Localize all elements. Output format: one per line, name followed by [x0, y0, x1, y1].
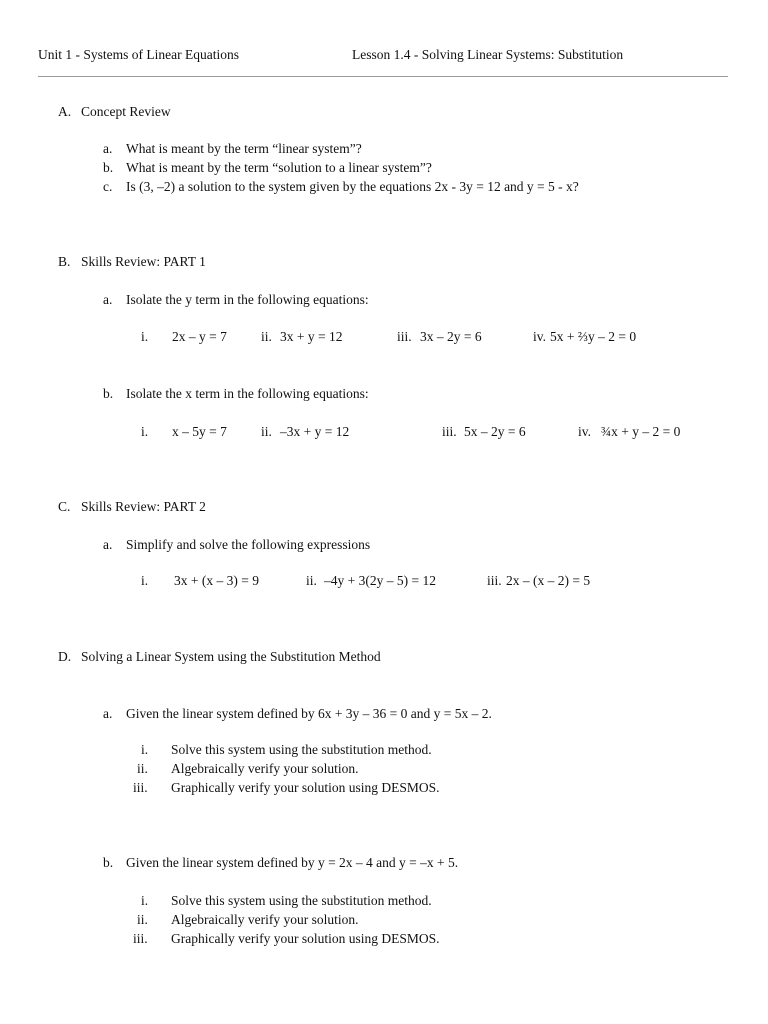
- list-marker: b.: [103, 855, 114, 870]
- step-marker: ii.: [137, 912, 148, 927]
- equation-marker: iii.: [397, 329, 412, 344]
- header-lesson-title: Lesson 1.4 - Solving Linear Systems: Substitution: [352, 47, 624, 62]
- question-text: Isolate the x term in the following equations:: [126, 386, 369, 401]
- step-text: Algebraically verify your solution.: [171, 912, 359, 927]
- list-marker: b.: [103, 386, 114, 401]
- equation: –3x + y = 12: [280, 424, 350, 439]
- equation-marker: iii.: [442, 424, 457, 439]
- list-marker: b.: [103, 160, 114, 175]
- equation: 2x – (x – 2) = 5: [506, 573, 591, 588]
- section-b-title: Skills Review: PART 1: [81, 254, 206, 269]
- step-marker: i.: [141, 893, 149, 908]
- step-marker: i.: [141, 742, 149, 757]
- step-text: Solve this system using the substitution method.: [171, 893, 432, 908]
- list-marker: a.: [103, 706, 113, 721]
- section-c-title: Skills Review: PART 2: [81, 499, 206, 514]
- step-text: Algebraically verify your solution.: [171, 761, 359, 776]
- equation-marker: i.: [141, 424, 149, 439]
- step-text: Graphically verify your solution using DESMOS.: [171, 931, 440, 946]
- section-d-marker: D.: [58, 649, 72, 664]
- list-item: What is meant by the term “linear system”?: [126, 141, 362, 156]
- section-a-marker: A.: [58, 104, 72, 119]
- section-c-marker: C.: [58, 499, 71, 514]
- question-text: Simplify and solve the following expressions: [126, 537, 371, 552]
- section-d-title: Solving a Linear System using the Substitution Method: [81, 649, 381, 664]
- question-text: Given the linear system defined by 6x + 3y – 36 = 0 and y = 5x – 2.: [126, 706, 492, 721]
- step-marker: ii.: [137, 761, 148, 776]
- step-marker: iii.: [133, 931, 148, 946]
- list-marker: a.: [103, 141, 113, 156]
- section-b-marker: B.: [58, 254, 71, 269]
- equation-marker: ii.: [261, 424, 272, 439]
- equation-marker: i.: [141, 329, 149, 344]
- equation-marker: iv.: [578, 424, 591, 439]
- question-text: Isolate the y term in the following equations:: [126, 292, 369, 307]
- list-item: What is meant by the term “solution to a linear system”?: [126, 160, 432, 175]
- list-marker: a.: [103, 292, 113, 307]
- step-text: Graphically verify your solution using DESMOS.: [171, 780, 440, 795]
- equation: x – 5y = 7: [172, 424, 227, 439]
- list-marker: c.: [103, 179, 113, 194]
- equation: 3x + (x – 3) = 9: [174, 573, 259, 588]
- equation: –4y + 3(2y – 5) = 12: [324, 573, 436, 588]
- header-unit-title: Unit 1 - Systems of Linear Equations: [38, 47, 239, 62]
- equation-marker: i.: [141, 573, 149, 588]
- equation: ¾x + y – 2 = 0: [601, 424, 681, 439]
- list-item: Is (3, –2) a solution to the system given by the equations 2x - 3y = 12 and y = 5 - x?: [126, 179, 579, 194]
- step-text: Solve this system using the substitution method.: [171, 742, 432, 757]
- equation: 5x – 2y = 6: [464, 424, 526, 439]
- equation: 5x + ⅔y – 2 = 0: [550, 329, 637, 344]
- equation: 3x + y = 12: [280, 329, 343, 344]
- equation-marker: ii.: [306, 573, 317, 588]
- equation-marker: iv.: [533, 329, 546, 344]
- header-divider: [38, 76, 728, 77]
- equation-marker: ii.: [261, 329, 272, 344]
- equation: 2x – y = 7: [172, 329, 227, 344]
- equation-marker: iii.: [487, 573, 502, 588]
- step-marker: iii.: [133, 780, 148, 795]
- list-marker: a.: [103, 537, 113, 552]
- question-text: Given the linear system defined by y = 2x – 4 and y = –x + 5.: [126, 855, 459, 870]
- equation: 3x – 2y = 6: [420, 329, 482, 344]
- section-a-title: Concept Review: [81, 104, 171, 119]
